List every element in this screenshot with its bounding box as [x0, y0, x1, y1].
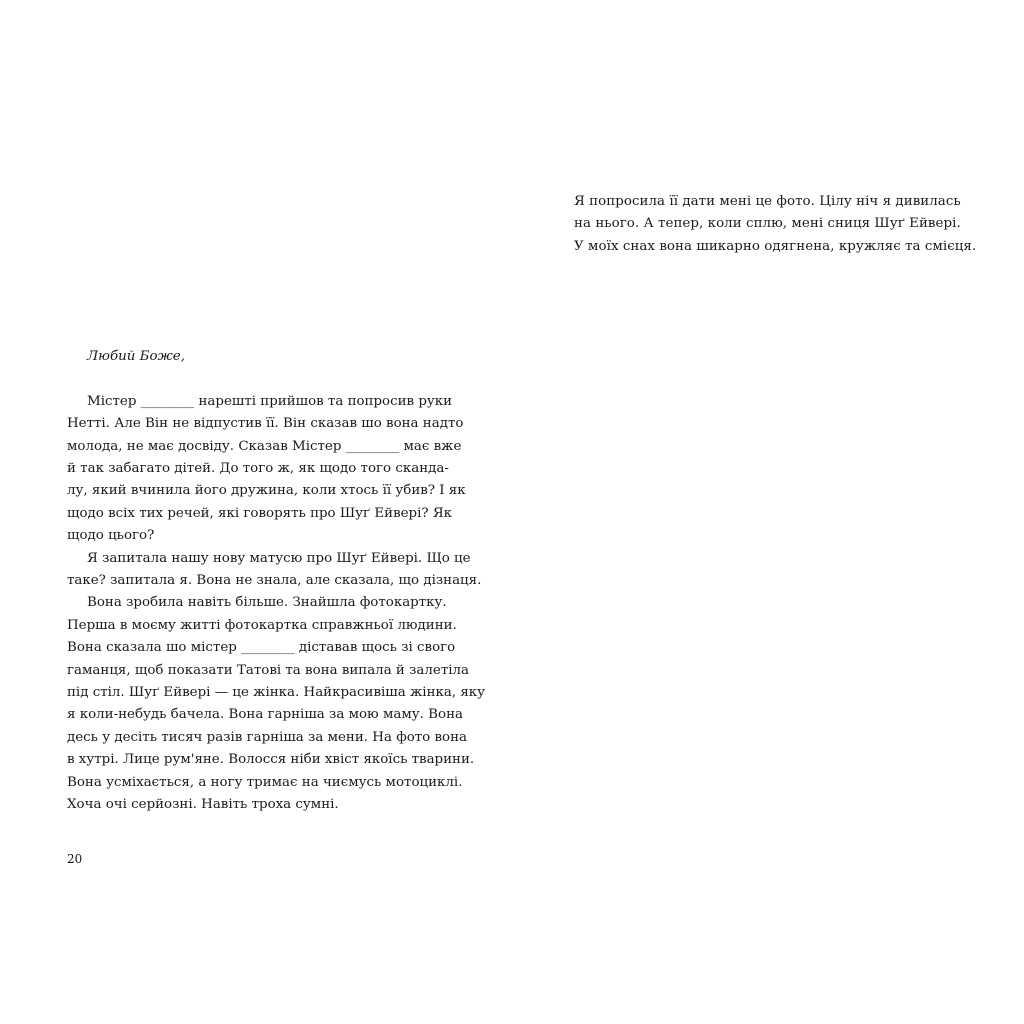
- text-line: під стіл. Шуґ Ейвері — це жінка. Найкрасивіша жінка, яку: [67, 685, 486, 701]
- letter-salutation: Любий Боже,: [87, 349, 185, 364]
- text-line: щодо цього?: [67, 528, 155, 544]
- right-page-text: [574, 191, 977, 258]
- text-line: молода, не має досвіду. Сказав Містер ________ має вже: [67, 438, 462, 454]
- text-line: на нього. А тепер, коли сплю, мені сниця Шуґ Ейвері.: [574, 216, 961, 232]
- text-line: Містер ________ нарешті прийшов та попросив руки: [87, 393, 453, 409]
- paragraph-2: [67, 548, 482, 593]
- text-line: Перша в моєму житті фотокартка справжньої людини.: [67, 617, 457, 633]
- text-line: я коли-небудь бачела. Вона гарніша за мою маму. Вона: [67, 707, 463, 723]
- text-line: Вона сказала шо містер ________ діставав щось зі свого: [67, 640, 456, 656]
- text-line: Вона усміхається, а ногу тримає на чиємусь мотоциклі.: [67, 774, 463, 790]
- text-line: й так забагато дітей. До того ж, як щодо того скандa-: [67, 461, 449, 477]
- left-page-letter: [67, 346, 486, 817]
- text-line: Вона зробила навіть більше. Знайшла фотокартку.: [87, 595, 447, 611]
- text-line: Я запитала нашу нову матусю про Шуґ Ейвері. Що це: [87, 550, 471, 566]
- page-number: 20: [67, 852, 83, 866]
- text-line: в хутрі. Лице рум'яне. Волосся ніби хвіст якоїсь тварини.: [67, 752, 475, 768]
- text-line: У моїх снах вона шикарно одягнена, кружляє та смієця.: [574, 238, 977, 254]
- text-line: Нетті. Але Він не відпустив її. Він сказав шо вона надто: [67, 416, 464, 432]
- text-line: щодо всіх тих речей, які говорять про Шуґ Ейвері? Як: [67, 505, 453, 521]
- paragraph-1: [67, 391, 466, 548]
- text-line: гаманця, щоб показати Татові та вона випала й залетіла: [67, 662, 470, 678]
- text-line: десь у десіть тисяч разів гарніша за мени. На фото вона: [67, 729, 467, 745]
- text-line: таке? запитала я. Вона не знала, але сказала, що дізнаця.: [67, 573, 482, 589]
- paragraph-3: [67, 592, 486, 816]
- text-line: Я попросила її дати мені це фото. Цілу ніч я дивилась: [574, 194, 961, 209]
- text-line: Хоча очі серйозні. Навіть троха сумні.: [67, 797, 339, 813]
- text-line: лу, який вчинила його дружина, коли хтось її убив? І як: [67, 483, 466, 499]
